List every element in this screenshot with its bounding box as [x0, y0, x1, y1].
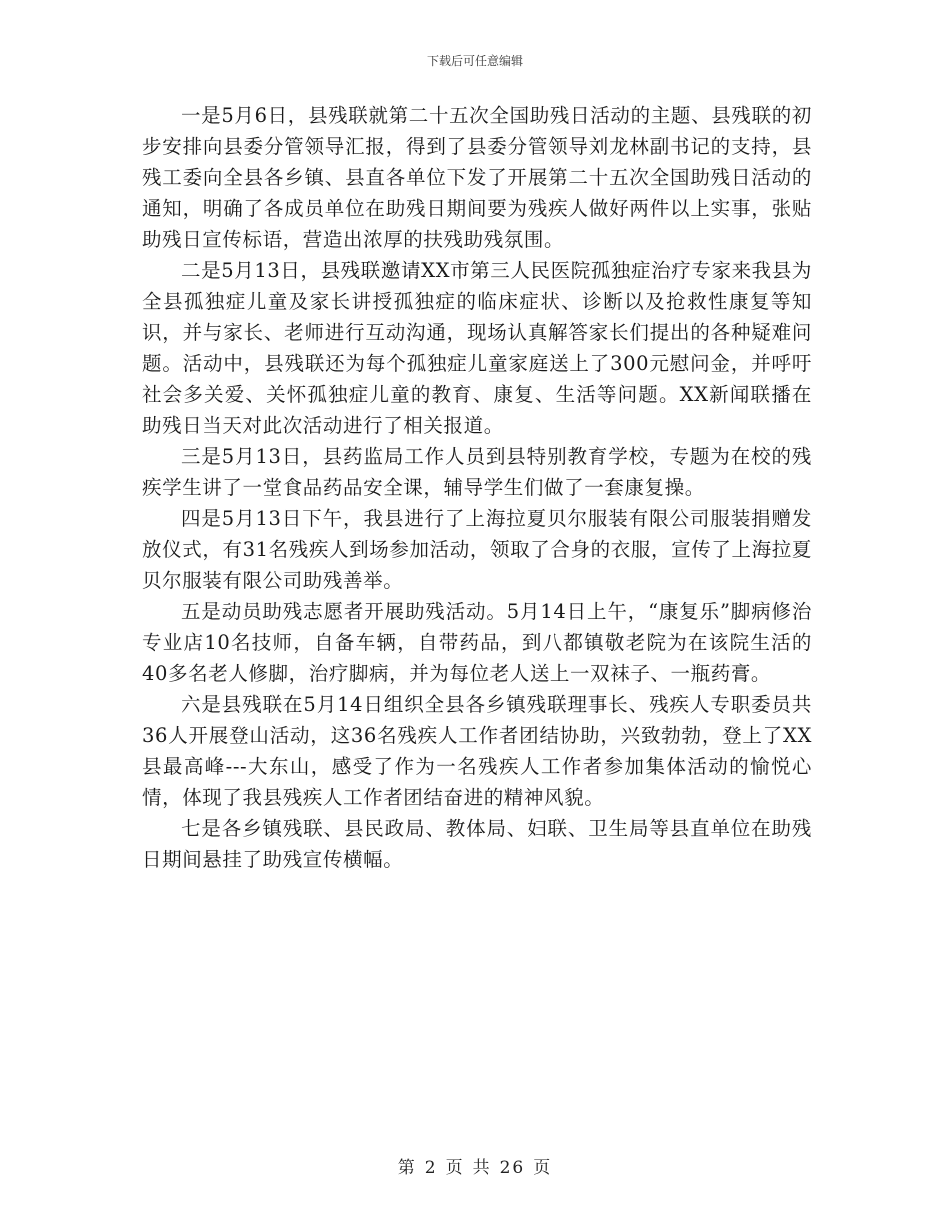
paragraph-3: 三是5月13日，县药监局工作人员到县特别教育学校，专题为在校的残疾学生讲了一堂食品药品安全课，辅导学生们做了一套康复操。 — [142, 445, 812, 499]
paragraph-1: 一是5月6日，县残联就第二十五次全国助残日活动的主题、县残联的初步安排向县委分管领导汇报，得到了县委分管领导刘龙林副书记的支持，县残工委向全县各乡镇、县直各单位下发了开展第二十五次全国助残日活动的通知，明确了各成员单位在助残日期间要为残疾人做好两件以上实事，张贴助残日宣传标语，营造出浓厚的扶残助残氛围。 — [142, 104, 812, 251]
paragraph-7: 七是各乡镇残联、县民政局、教体局、妇联、卫生局等县直单位在助残日期间悬挂了助残宣传横幅。 — [142, 817, 812, 871]
footer-page-word: 页 — [445, 1158, 465, 1178]
paragraph-5: 五是动员助残志愿者开展助残活动。5月14日上午，“康复乐”脚病修治专业店10名技师，自备车辆，自带药品，到八都镇敬老院为在该院生活的40多名老人修脚，治疗脚病，并为每位老人送上一双袜子、一瓶药膏。 — [142, 600, 812, 685]
footer-prefix: 第 — [397, 1158, 417, 1178]
page-header-note: 下载后可任意编辑 — [426, 54, 523, 68]
paragraph-4: 四是5月13日下午，我县进行了上海拉夏贝尔服装有限公司服装捐赠发放仪式，有31名残疾人到场参加活动，领取了合身的衣服，宣传了上海拉夏贝尔服装有限公司助残善举。 — [142, 507, 812, 592]
footer-suffix: 页 — [533, 1158, 553, 1178]
current-page-number: 2 — [424, 1158, 438, 1178]
paragraph-6: 六是县残联在5月14日组织全县各乡镇残联理事长、残疾人专职委员共36人开展登山活动，这36名残疾人工作者团结协助，兴致勃勃，登上了XX县最高峰---大东山，感受了作为一名残疾人工作者参加集体活动的愉悦心情，体现了我县残疾人工作者团结奋进的精神风貌。 — [142, 693, 812, 809]
footer-total-word: 共 — [472, 1158, 492, 1178]
paragraph-2: 二是5月13日，县残联邀请XX市第三人民医院孤独症治疗专家来我县为全县孤独症儿童及家长讲授孤独症的临床症状、诊断以及抢救性康复等知识，并与家长、老师进行互动沟通，现场认真解答家长们提出的各种疑难问题。活动中，县残联还为每个孤独症儿童家庭送上了300元慰问金，并呼吁社会多关爱、关怀孤独症儿童的教育、康复、生活等问题。XX新闻联播在助残日当天对此次活动进行了相关报道。 — [142, 259, 812, 437]
page-footer — [0, 1153, 950, 1178]
total-pages-number: 26 — [499, 1158, 526, 1178]
document-body — [142, 100, 812, 875]
